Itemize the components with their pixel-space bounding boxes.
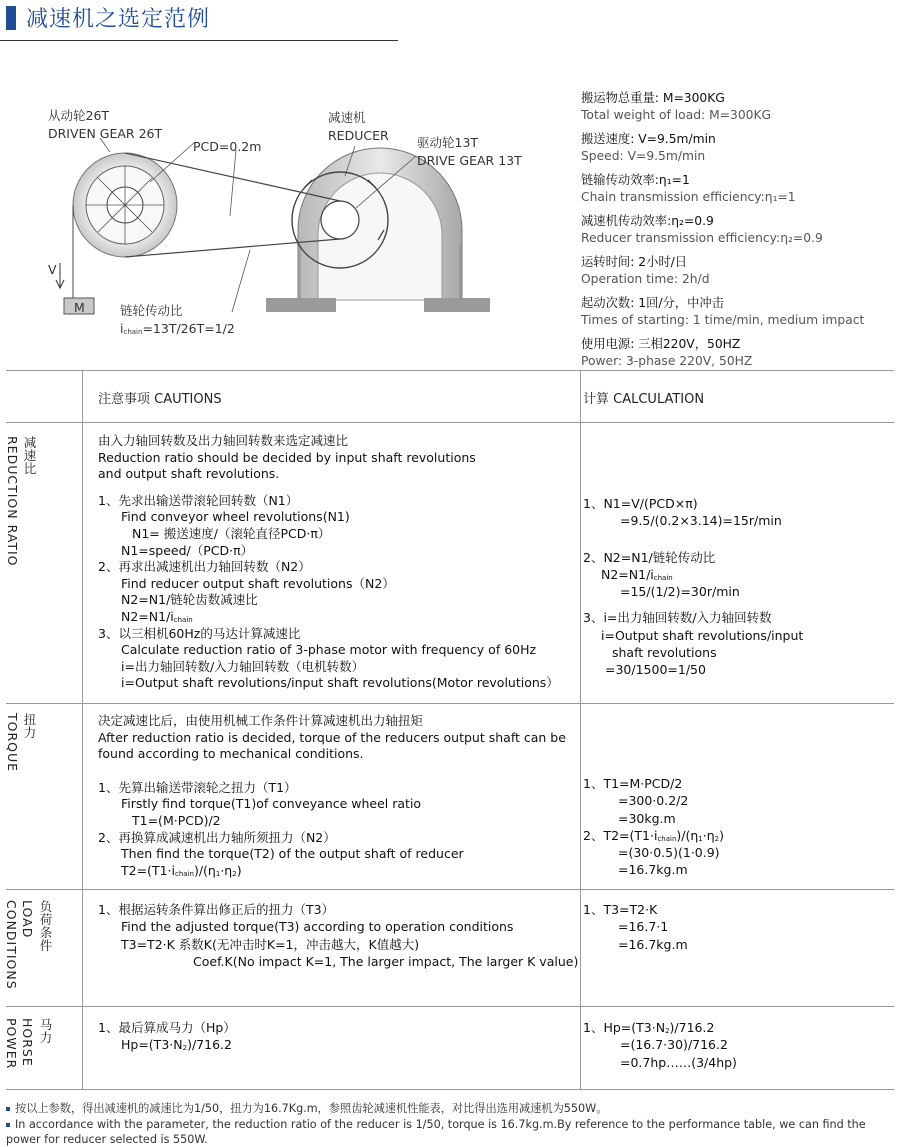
mass-m-label: M: [74, 300, 85, 315]
header-rule: [6, 422, 894, 423]
spec-item: 运转时间: 2小时/日 Operation time: 2h/d: [581, 255, 710, 286]
table-top-rule: [6, 370, 894, 371]
power-label-en-2: POWER: [4, 1018, 19, 1070]
reducer-label-en: REDUCER: [328, 128, 389, 143]
reduction-label-cn: 减 速 比: [23, 435, 37, 476]
reduction-calc: 1、N1=V/(PCD×π) =9.5/(0.2×3.14)=15r/min 2、N2=N1/链轮传动比 $N2=N1/i_{chain}$ =15/(1/2)=30r/min 3、i=出力轴回转数/入力轴回转数 i=Output shaft revolutions/input shaft revolutions =30/1500=1/50: [583, 496, 804, 678]
footnote-en: In accordance with the parameter, the reduction ratio of the reducer is 1/50, torque is 16.7kg.m.By reference to the performance table, we can find the power for reducer selected is 550W.: [6, 1118, 866, 1146]
cautions-header: 注意事项 CAUTIONS: [98, 392, 222, 407]
chain-ratio-equation: $i_{chain}=13T/26T=1/2$: [120, 321, 235, 336]
reducer-label-cn: 减速机: [328, 110, 366, 125]
specs-list: [581, 90, 864, 370]
drive-gear-icon: [321, 201, 359, 239]
load-calc: 1、T3=T2·K =16.7·1 =16.7kg.m: [583, 902, 688, 952]
title-accent-bar: [6, 6, 16, 30]
bullet-icon: [6, 1123, 10, 1127]
row-rule-torque: [6, 703, 894, 704]
driven-gear-label-cn: 从动轮26T: [48, 108, 110, 123]
page-title: 减速机之选定范例: [26, 7, 211, 32]
torque-cautions: 决定减速比后，由使用机械工作条件计算减速机出力轴扭矩 After reduction ratio is decided, torque of the reducers output shaft can be found according to mechanical conditions. 1、先算出输送带滚轮之扭力（T1） Firstly find torque(T1)of conveyance wheel ratio T1=(M·PCD)/2 2、再换算成减速机出力轴所须扭力（N2） Then find the torque(T2) of the output shaft of reducer $T2=(T1\cdot i_{chain})/(\eta_1\cdot\eta_2)$: [98, 713, 566, 878]
footnote-cn: 按以上参数，得出减速机的减速比为1/50，扭力为16.7Kg.m，参照齿轮减速机性能表，对比得出选用减速机为550W。: [6, 1101, 894, 1116]
calc-column-divider: [580, 370, 581, 1089]
load-label-en-1: LOAD: [20, 900, 35, 939]
bullet-icon: [6, 1107, 10, 1111]
row-rule-power: [6, 1006, 894, 1007]
reduction-cautions: 由入力轴回转数及出力轴回转数来选定减速比 Reduction ratio should be decided by input shaft revolutions and output shaft revolutions. 1、先求出输送带滚轮回转数（N1） Find conveyor wheel revolutions(N1) N1= 搬送速度/（滚轮直径PCD·π） N1=speed/（PCD·π） 2、再求出减速机出力轴回转数（N2） Find reducer output shaft revolutions（N2） N2=N1/链轮齿数减速比 $N2=N1/i_{chain}$ 3、以三相机60Hz的马达计算减速比 Calculate reduction ratio of 3-phase motor with frequency of 60Hz i=出力轴回转数/入力轴回转数（电机转数） i=Output shaft revolutions/input shaft revolutions(Motor revolutions）: [98, 433, 559, 691]
drive-gear-label-en: DRIVE GEAR 13T: [417, 153, 522, 168]
title-underline: [0, 40, 398, 41]
row-rule-load: [6, 889, 894, 890]
spec-item: 搬送速度: V=9.5m/min Speed: V=9.5m/min: [581, 132, 716, 163]
load-label-en-2: CONDITIONS: [4, 900, 19, 990]
pcd-label: PCD=0.2m: [193, 139, 262, 154]
power-label-cn: 马 力: [39, 1017, 53, 1045]
load-label-cn: 负 荷 条 件: [39, 899, 53, 953]
power-calc: 1、$Hp=(T3\cdot N_2)/716.2$ =(16.7·30)/716.2 =0.7hp……(3/4hp): [583, 1020, 737, 1070]
spec-item: 链输传动效率:η₁=1 Chain transmission efficiency:η₁=1: [581, 173, 796, 204]
table-bottom-rule: [6, 1089, 894, 1090]
torque-label-cn: 扭 力: [23, 712, 37, 740]
load-cautions: 1、根据运转条件算出修正后的扭力（T3） Find the adjusted torque(T3) according to operation conditions T3=T2·K 系数K(无冲击时K=1，冲击越大，K值越大) Coef.K(No impact K=1, The larger impact, The larger K value): [98, 902, 579, 969]
spec-item: 搬运物总重量: M=300KG Total weight of load: M=300KG: [581, 91, 772, 122]
calculation-header: 计算 CALCULATION: [583, 392, 705, 407]
speed-v-label: V: [48, 262, 57, 277]
chain-ratio-label-cn: 链轮传动比: [120, 303, 183, 318]
power-cautions: 1、最后算成马力（Hp） $Hp=(T3\cdot N_2)/716.2$: [98, 1020, 236, 1053]
reducer-housing: [266, 148, 490, 312]
spec-item: 减速机传动效率:η₂=0.9 Reducer transmission efficiency:η₂=0.9: [581, 214, 823, 245]
driven-gear-label-en: DRIVEN GEAR 26T: [48, 126, 163, 141]
torque-calc: 1、T1=M·PCD/2 =300·0.2/2 =30kg.m 2、$T2=(T1\cdot i_{chain})/(\eta_1\cdot\eta_2)$ =(30·0.5)(1·0.9) =16.7kg.m: [583, 776, 725, 878]
reduction-label-en: REDUCTION RATIO: [5, 436, 20, 567]
spec-item: 起动次数: 1回/分，中冲击 Times of starting: 1 time/min, medium impact: [581, 296, 865, 327]
drive-gear-label-cn: 驱动轮13T: [417, 135, 479, 150]
label-column-divider: [82, 370, 83, 1089]
power-label-en-1: HORSE: [20, 1018, 35, 1067]
spec-item: 使用电源: 三相220V，50HZ Power: 3-phase 220V, 50HZ: [581, 337, 753, 368]
torque-label-en: TORQUE: [5, 713, 20, 773]
